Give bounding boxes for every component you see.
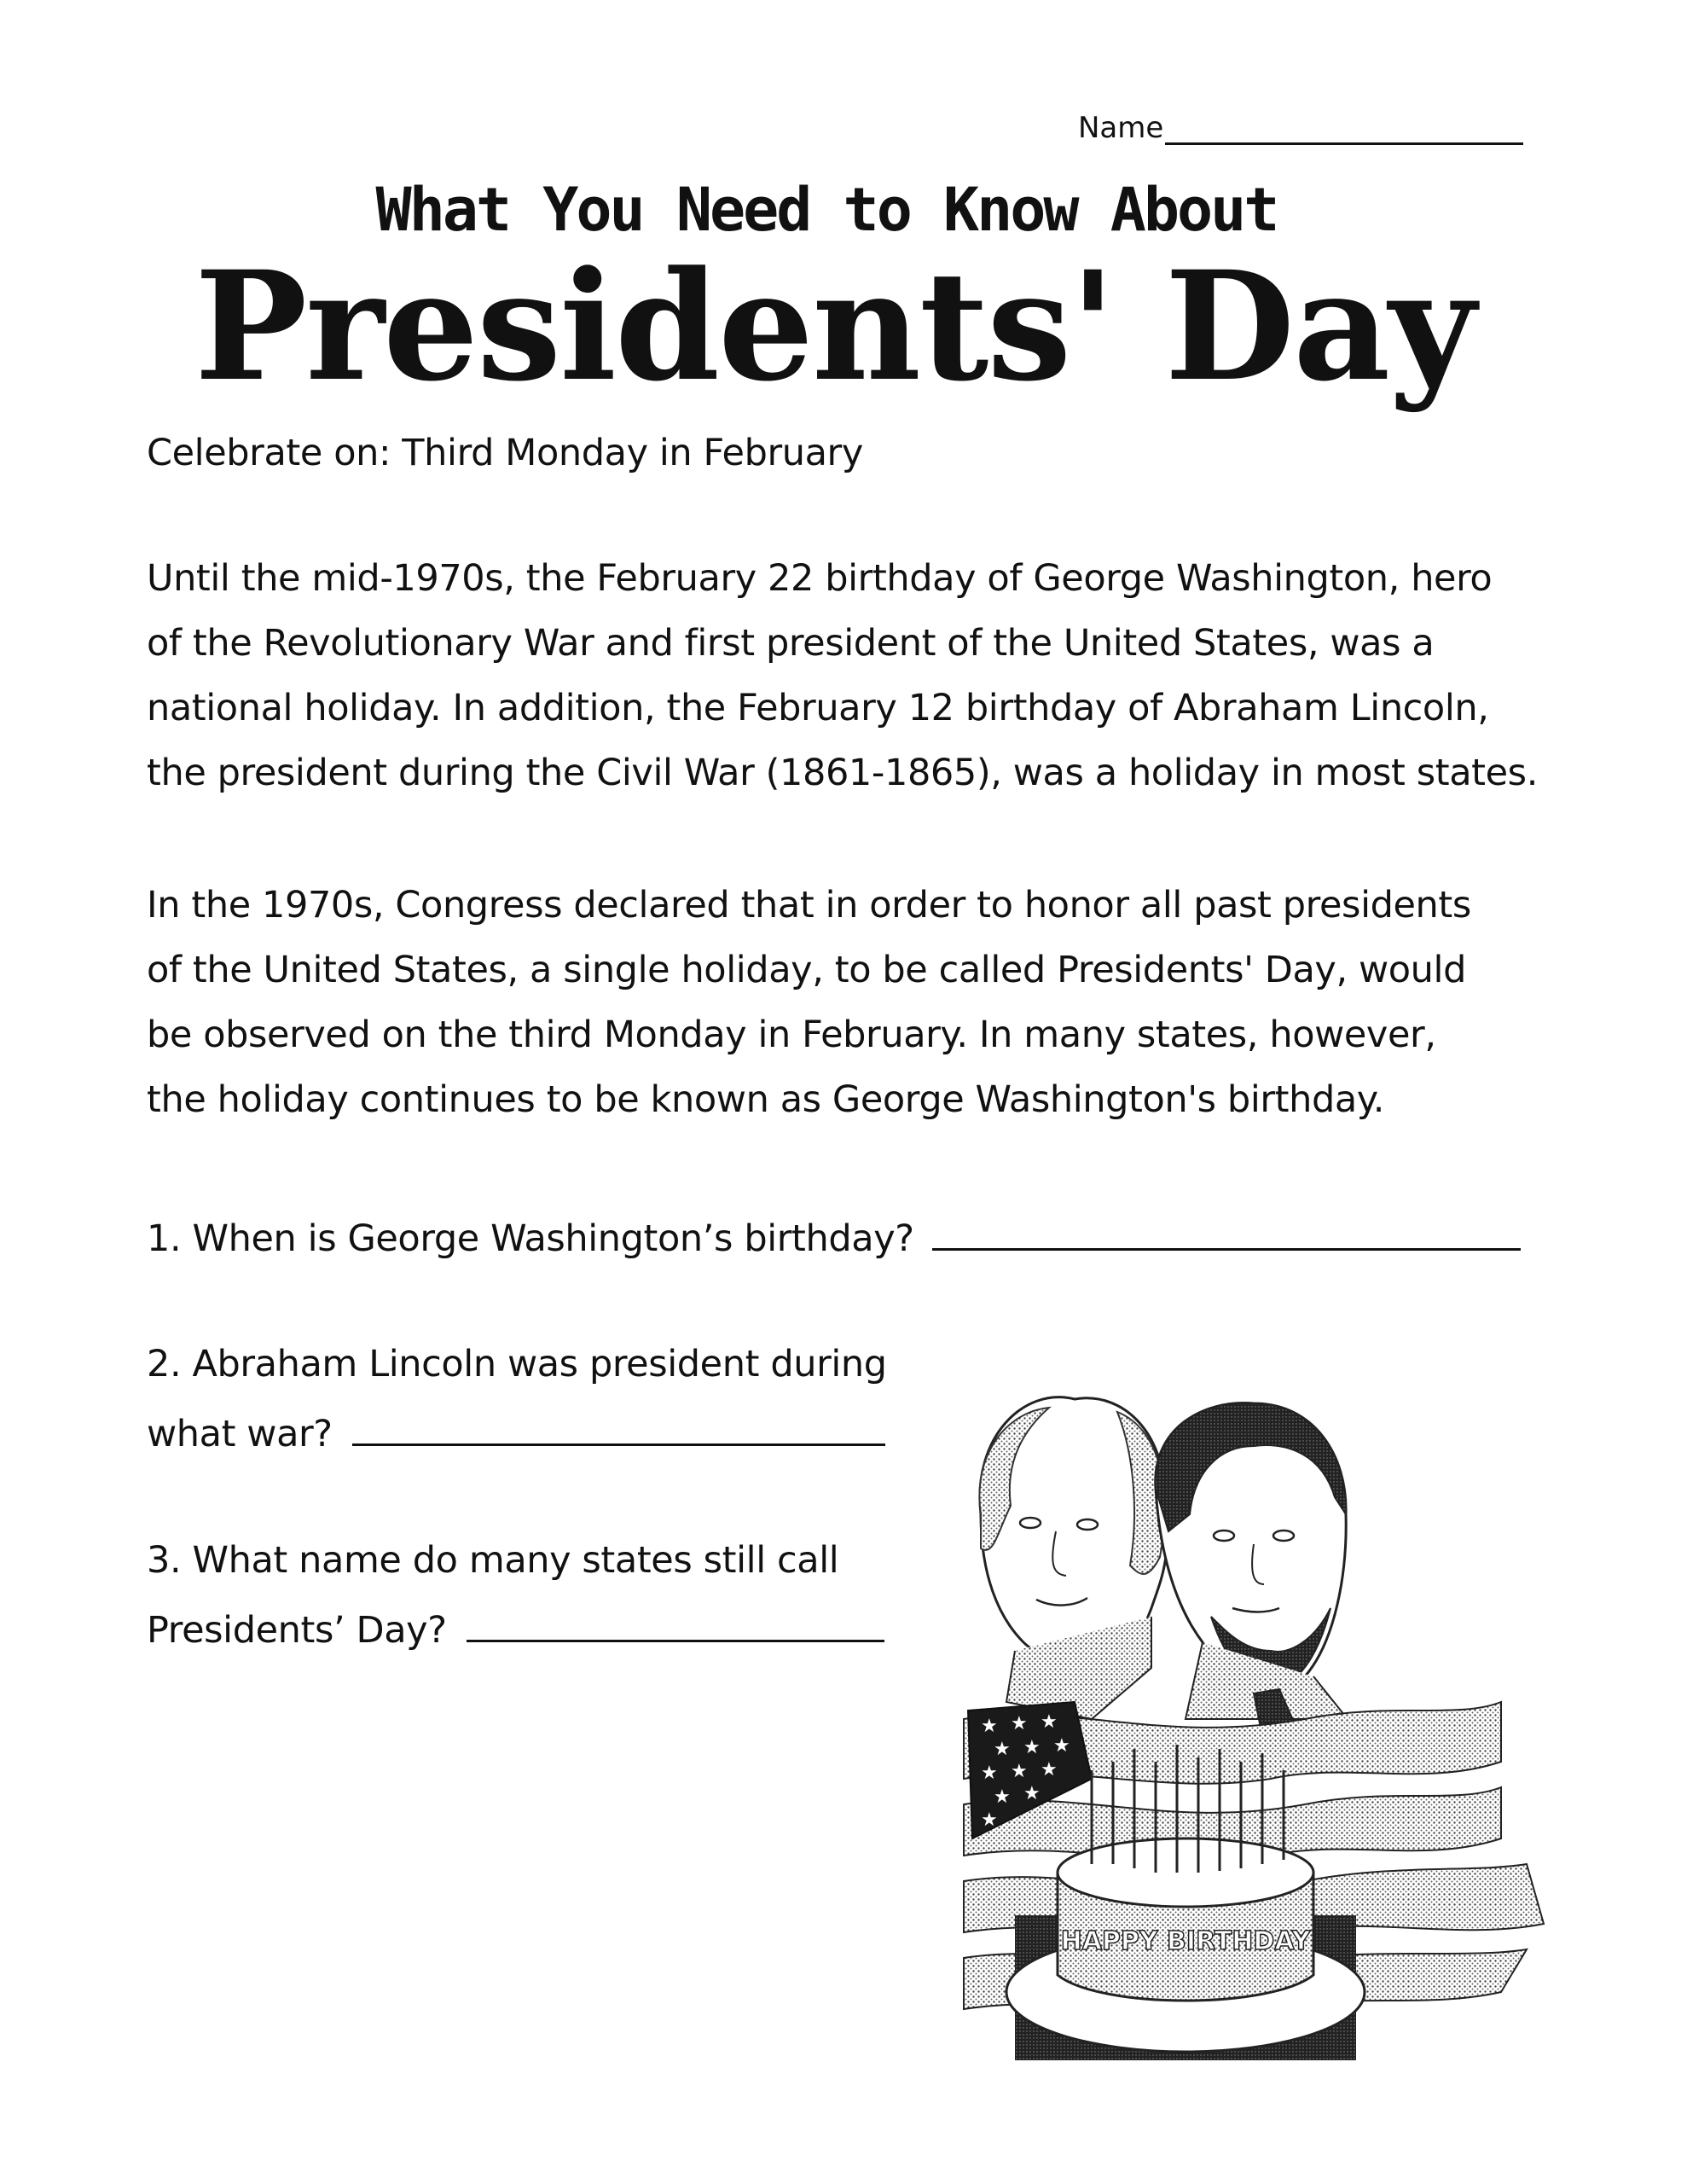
svg-text:★: ★ xyxy=(994,1786,1011,1808)
svg-text:★: ★ xyxy=(1041,1711,1058,1733)
svg-text:★: ★ xyxy=(981,1809,998,1831)
presidents-birthday-illustration xyxy=(947,1361,1578,2060)
question-2-line-1: 2. Abraham Lincoln was president during xyxy=(147,1343,887,1385)
name-field xyxy=(1078,111,1523,145)
svg-text:★: ★ xyxy=(1011,1761,1028,1782)
svg-text:★: ★ xyxy=(1041,1759,1058,1780)
question-2-answer-line[interactable] xyxy=(352,1411,885,1446)
paragraph-2-line: In the 1970s, Congress declared that in order to honor all past presidents xyxy=(147,884,1471,926)
svg-text:★: ★ xyxy=(1053,1735,1070,1757)
question-3-line-1: 3. What name do many states still call xyxy=(147,1539,839,1582)
question-3 xyxy=(147,1607,884,1652)
svg-text:★: ★ xyxy=(1011,1713,1028,1734)
question-2 xyxy=(147,1411,885,1453)
paragraph-2-line: of the United States, a single holiday, to be called Presidents' Day, would xyxy=(147,949,1466,991)
name-input-line[interactable] xyxy=(1165,117,1523,145)
illustration-graphic xyxy=(947,1361,1578,2060)
paragraph-1-line: of the Revolutionary War and first president of the United States, was a xyxy=(147,622,1435,665)
name-label: Name xyxy=(1078,111,1164,145)
lincoln-portrait xyxy=(1156,1403,1348,1736)
question-3-answer-line[interactable] xyxy=(467,1607,884,1642)
svg-text:★: ★ xyxy=(981,1716,998,1737)
paragraph-2-line: the holiday continues to be known as George Washington's birthday. xyxy=(147,1078,1384,1121)
question-3-text: Presidents’ Day? xyxy=(147,1609,447,1652)
question-1-text: 1. When is George Washington’s birthday? xyxy=(147,1217,914,1260)
question-1 xyxy=(147,1216,1521,1258)
subtitle-text: What You Need to Know About xyxy=(375,175,1278,245)
question-2-text: what war? xyxy=(147,1413,333,1455)
question-1-answer-line[interactable] xyxy=(932,1216,1521,1251)
svg-text:★: ★ xyxy=(981,1763,998,1784)
celebrate-date: Celebrate on: Third Monday in February xyxy=(147,432,863,474)
cake-text: HAPPY BIRTHDAY xyxy=(1060,1926,1311,1956)
paragraph-1-line: the president during the Civil War (1861-1865), was a holiday in most states. xyxy=(147,752,1538,794)
svg-text:★: ★ xyxy=(1023,1737,1041,1758)
svg-text:★: ★ xyxy=(1023,1783,1041,1804)
paragraph-2-line: be observed on the third Monday in February. In many states, however, xyxy=(147,1014,1436,1056)
page-subtitle xyxy=(0,175,1687,245)
svg-text:★: ★ xyxy=(994,1739,1011,1760)
washington-portrait xyxy=(979,1397,1167,1719)
paragraph-1-line: national holiday. In addition, the February 12 birthday of Abraham Lincoln, xyxy=(147,687,1489,729)
page-title: Presidents' Day xyxy=(194,238,1475,415)
paragraph-1-line: Until the mid-1970s, the February 22 birthday of George Washington, hero xyxy=(147,557,1493,600)
